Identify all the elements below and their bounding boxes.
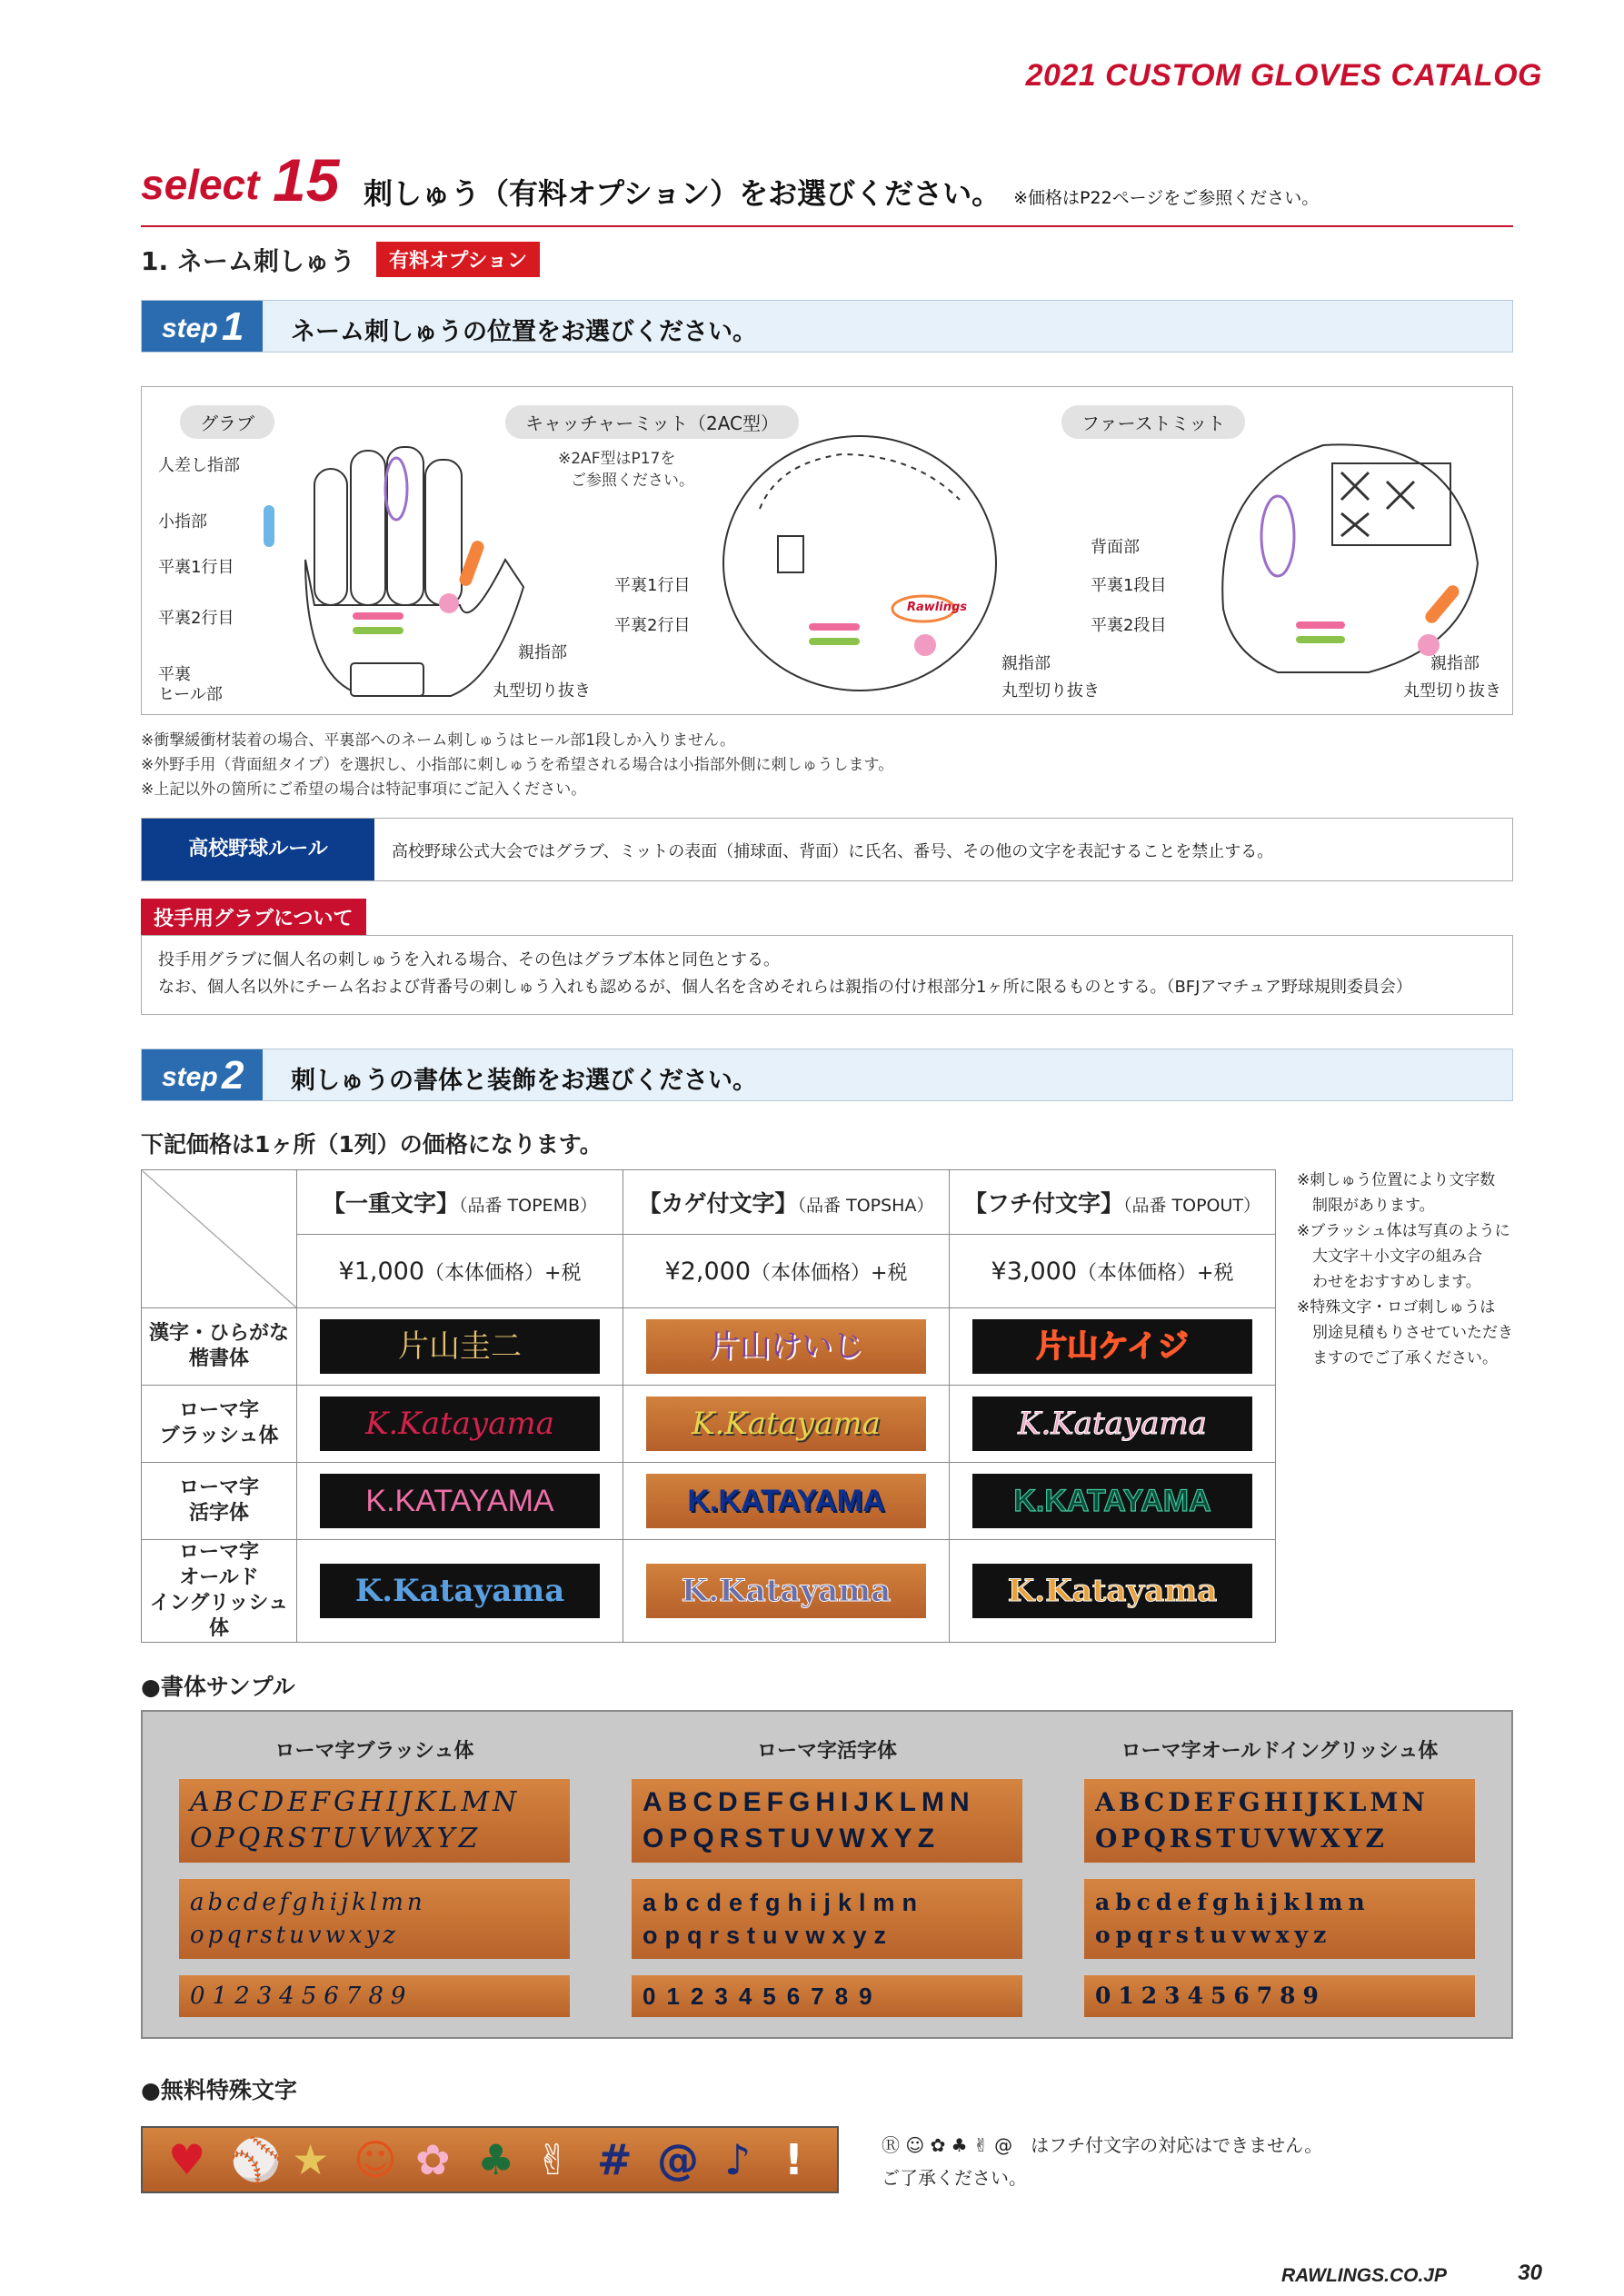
step1-text: ネーム刺しゅうの位置をお選びください。 (291, 318, 757, 346)
col-name: 【カゲ付文字】 (638, 1190, 798, 1217)
sample-line: ABCDEFGHIJKLMN (643, 1787, 975, 1817)
font-sample-box (141, 1710, 1513, 2039)
catcher-palm2-mark (809, 638, 860, 645)
row-label: オールド (179, 1566, 259, 1589)
sample-cell (950, 1463, 1276, 1540)
sample-patch: K.Katayama (646, 1396, 926, 1451)
glove-hole-mark (439, 593, 459, 613)
sample-patch: 片山ケイジ (972, 1319, 1252, 1374)
select-title (364, 171, 1319, 213)
right-note-line: ※ブラッシュ体は写真のように (1297, 1222, 1510, 1240)
glove-part-heel: ヒール部 (158, 685, 223, 704)
glove-part-hole: 丸型切り抜き (493, 681, 591, 701)
catalog-title: 2021 CUSTOM GLOVES CATALOG (1025, 58, 1542, 93)
select-title-text: 刺しゅう（有料オプション）をお選びください。 (364, 176, 1001, 211)
row-label: ブラッシュ体 (159, 1425, 279, 1447)
diagram-note-1: ※衝撃緩衝材装着の場合、平裏部へのネーム刺しゅうはヒール部1段しか入りません。 (141, 731, 736, 750)
col-header-shadow (623, 1170, 950, 1235)
pitcher-line-1: 投手用グラブに個人名の刺しゅうを入れる場合、その色はグラブ本体と同色とする。 (158, 950, 780, 969)
at-icon: @ (657, 2135, 699, 2184)
row-header-old-english (142, 1540, 297, 1643)
font-sample-digits: 0123456789 (179, 1975, 570, 2017)
free-chars-note (882, 2129, 1322, 2194)
smiley-icon: ☺ (354, 2135, 397, 2184)
sample-line: OPQRSTUVWXYZ (643, 1824, 941, 1854)
sample-patch: 片山圭二 (320, 1319, 600, 1374)
row-label: ローマ字 (178, 1541, 259, 1564)
font-sample-digits: 0123456789 (1084, 1975, 1475, 2017)
baseball-icon: ⚾ (230, 2135, 283, 2184)
star-icon: ★ (292, 2135, 330, 2184)
sample-patch: K.KATAYAMA (646, 1474, 926, 1528)
music-note-icon: ♪ (724, 2135, 752, 2184)
sample-line: opqrstuvwxyz (1095, 1922, 1332, 1948)
catcher-part-palm2: 平裏2行目 (614, 616, 691, 635)
font-sample-lower (632, 1879, 1022, 1959)
price-table (141, 1169, 1276, 1643)
first-hole-mark (1418, 634, 1440, 656)
sample-line: ABCDEFGHIJKLMN (1095, 1787, 1430, 1817)
glove-finger (314, 469, 347, 605)
page-number: 30 (1518, 2261, 1542, 2285)
glove-part-palm2: 平裏2行目 (158, 609, 234, 628)
price-tax: （本体価格）+税 (1077, 1261, 1234, 1285)
sample-line: OPQRSTUVWXYZ (190, 1823, 482, 1854)
sample-line: opqrstuvwxyz (643, 1922, 894, 1949)
note-line-1: はフチ付文字の対応はできません。 (1031, 2134, 1323, 2156)
sample-line: abcdefghijklmn (1095, 1889, 1370, 1915)
sample-patch: K.KATAYAMA (972, 1474, 1252, 1528)
price-outline (950, 1235, 1276, 1308)
first-mitt-body (1222, 444, 1478, 672)
sample-patch: K.Katayama (320, 1564, 600, 1618)
col-name: 【一重文字】 (322, 1190, 459, 1217)
glove-palm2-mark (353, 627, 404, 634)
price-tax: （本体価格）+税 (751, 1261, 908, 1285)
glove-label: グラブ (180, 405, 274, 439)
sample-patch: K.Katayama (646, 1564, 926, 1618)
sample-patch: K.KATAYAMA (320, 1474, 600, 1528)
right-note-line: ※特殊文字・ロゴ刺しゅうは (1297, 1298, 1496, 1317)
glove-heel-patch (351, 663, 423, 696)
catcher-palm1-mark (809, 623, 860, 631)
select-note: ※価格はP22ページをご参照ください。 (1013, 188, 1320, 208)
col-name: 【フチ付文字】 (963, 1190, 1123, 1217)
step2-number: 2 (222, 1053, 244, 1098)
sample-patch: K.Katayama (320, 1396, 600, 1451)
catcher-part-thumb: 親指部 (1001, 654, 1051, 673)
step2-bar (141, 1049, 1513, 1101)
price-caption: 下記価格は1ヶ所（1列）の価格になります。 (141, 1131, 603, 1158)
pitcher-glove-tag: 投手用グラブについて (141, 899, 366, 936)
sample-cell (950, 1540, 1276, 1643)
sample-line: abcdefghijklmn (190, 1889, 426, 1916)
sample-patch: K.Katayama (972, 1564, 1252, 1618)
glove-illustration (251, 423, 542, 714)
row-header-kanji (142, 1308, 297, 1386)
right-note-line: 別途見積もりさせていただき (1297, 1324, 1513, 1342)
footer-url[interactable]: RAWLINGS.CO.JP (1280, 2265, 1447, 2286)
glove-part-thumb: 親指部 (518, 643, 567, 662)
price-single (297, 1235, 623, 1308)
price-value: ¥2,000 (664, 1257, 752, 1286)
table-corner (142, 1170, 297, 1308)
divider (141, 225, 1513, 227)
high-school-rule-text: 高校野球公式大会ではグラブ、ミットの表面（捕球面、背面）に氏名、番号、その他の文字を表記することを禁止する。 (392, 842, 1274, 861)
first-palm1-mark (1296, 621, 1345, 629)
row-label: ローマ字 (178, 1399, 259, 1422)
first-part-back: 背面部 (1091, 538, 1140, 557)
right-note-line: 制限があります。 (1297, 1197, 1435, 1215)
font-col-title: ローマ字ブラッシュ体 (274, 1740, 474, 1763)
first-mitt-illustration (1205, 427, 1496, 700)
font-col-title: ローマ字活字体 (756, 1740, 897, 1763)
font-col-title: ローマ字オールドイングリッシュ体 (1121, 1740, 1439, 1763)
step1-number: 1 (222, 304, 244, 349)
glove-palm1-mark (353, 612, 404, 620)
catcher-mitt-body (723, 436, 996, 691)
price-tax: （本体価格）+税 (424, 1261, 582, 1285)
row-header-brush (142, 1386, 297, 1463)
free-chars-bar (141, 2126, 839, 2193)
sample-cell (623, 1308, 950, 1386)
font-col-brush (179, 1712, 570, 2010)
sample-line: OPQRSTUVWXYZ (1095, 1824, 1388, 1854)
glove-part-pinky: 小指部 (158, 512, 207, 532)
high-school-rule-box (141, 818, 1513, 881)
right-note-line: 大文字＋小文字の組み合 (1297, 1247, 1482, 1266)
right-notes (1297, 1168, 1524, 1371)
glove-part-index: 人差し指部 (158, 456, 240, 475)
glove-finger (425, 460, 462, 605)
note-line-2: ご了承ください。 (882, 2167, 1027, 2189)
section-title: 1. ネーム刺しゅう (141, 246, 355, 276)
select-number: 15 (273, 146, 340, 214)
sample-line: abcdefghijklmn (643, 1889, 925, 1916)
pitcher-line-2: なお、個人名以外にチーム名および背番号の刺しゅう入れも認めるが、個人名を含めそれらは親指の付け根部分1ヶ所に限るものとする。（BFJアマチュア野球規則委員会） (158, 978, 1412, 997)
catcher-mitt-illustration (705, 427, 1023, 700)
font-sample-lower (179, 1879, 570, 1959)
first-mitt-label: ファーストミット (1061, 405, 1245, 439)
row-label: ローマ字 (178, 1476, 259, 1499)
font-col-block (632, 1712, 1022, 2010)
clover-icon: ♣ (477, 2135, 515, 2184)
step2-word: step (162, 1062, 218, 1092)
price-value: ¥1,000 (338, 1257, 425, 1286)
diagram-note-3: ※上記以外の箇所にご希望の場合は特記事項にご記入ください。 (141, 780, 587, 799)
first-palm2-mark (1296, 636, 1345, 643)
sample-cell (297, 1308, 623, 1386)
glove-pinky-mark (264, 505, 274, 547)
sample-cell (297, 1463, 623, 1540)
peace-sign-icon: ✌ (535, 2135, 571, 2184)
font-sample-upper (179, 1779, 570, 1863)
row-label: 楷書体 (188, 1347, 249, 1370)
free-chars-caption: ●無料特殊文字 (141, 2077, 297, 2103)
sample-cell (623, 1540, 950, 1643)
right-note-line: ※刺しゅう位置により文字数 (1297, 1171, 1496, 1189)
sample-cell (297, 1386, 623, 1463)
sample-cell (950, 1386, 1276, 1463)
exclamation-icon: ! (784, 2135, 803, 2184)
step1-word: step (162, 313, 218, 343)
first-part-hole: 丸型切り抜き (1403, 681, 1501, 701)
font-sample-upper (632, 1779, 1022, 1863)
catcher-part-hole: 丸型切り抜き (1001, 681, 1100, 701)
font-sample-upper (1084, 1779, 1475, 1863)
heart-icon: ♥ (168, 2135, 206, 2184)
flower-icon: ✿ (415, 2135, 451, 2184)
step2-tag (142, 1049, 263, 1100)
sample-line: ABCDEFGHIJKLMN (190, 1786, 521, 1818)
sample-line: opqrstuvwxyz (190, 1922, 399, 1949)
note-symbols: Ⓡ ☺ ✿ ♣ ✌ @ (882, 2134, 1013, 2156)
catcher-part-palm1: 平裏1行目 (614, 576, 691, 595)
col-header-outline (950, 1170, 1276, 1235)
col-header-single (297, 1170, 623, 1235)
glove-part-palm: 平裏 (158, 665, 191, 684)
price-shadow (623, 1235, 950, 1308)
sample-cell (297, 1540, 623, 1643)
catcher-hole-mark (914, 634, 936, 656)
row-label: 活字体 (188, 1502, 249, 1525)
paid-option-badge: 有料オプション (376, 242, 540, 277)
glove-finger (351, 451, 385, 605)
sample-patch: K.Katayama (972, 1396, 1252, 1451)
embroidery-position-diagram (141, 386, 1513, 715)
step2-text: 刺しゅうの書体と装飾をお選びください。 (291, 1067, 757, 1095)
sample-cell (623, 1463, 950, 1540)
first-part-palm1: 平裏1段目 (1091, 576, 1167, 595)
diagram-note-2: ※外野手用（背面紐タイプ）を選択し、小指部に刺しゅうを希望される場合は小指部外側に刺しゅうします。 (141, 756, 894, 774)
select-word: select (141, 161, 260, 208)
right-note-line: ますのでご了承ください。 (1297, 1349, 1498, 1367)
font-sample-caption: ●書体サンプル (141, 1674, 295, 1700)
step1-bar (141, 300, 1513, 353)
sample-patch: 片山けいじ (646, 1319, 926, 1374)
catcher-brand-text: Rawlings (907, 601, 968, 614)
step1-tag (142, 301, 263, 352)
pitcher-glove-box (141, 935, 1513, 1015)
font-sample-lower (1084, 1879, 1475, 1959)
first-part-palm2: 平裏2段目 (1091, 616, 1167, 635)
sample-cell (950, 1308, 1276, 1386)
font-sample-digits: 0123456789 (632, 1975, 1022, 2017)
catcher-note1: ※2AF型はP17を (558, 450, 676, 468)
row-label: 漢字・ひらがな (148, 1322, 289, 1345)
row-label: イングリッシュ体 (149, 1592, 289, 1640)
col-code: （品番 TOPOUT） (1122, 1196, 1261, 1216)
font-col-old-english (1084, 1712, 1475, 2009)
sample-cell (623, 1386, 950, 1463)
catcher-mitt-window (778, 536, 803, 572)
hash-icon: # (597, 2135, 633, 2184)
row-header-block (142, 1463, 297, 1540)
catcher-note2: ご参照ください。 (571, 472, 694, 490)
col-code: （品番 TOPSHA） (797, 1196, 934, 1216)
high-school-rule-tag: 高校野球ルール (142, 819, 374, 880)
first-part-thumb: 親指部 (1430, 654, 1480, 673)
glove-part-palm1: 平裏1行目 (158, 558, 234, 577)
col-code: （品番 TOPEMB） (459, 1196, 597, 1216)
right-note-line: わせをおすすめします。 (1297, 1273, 1481, 1291)
price-value: ¥3,000 (991, 1257, 1078, 1286)
catcher-label: キャッチャーミット（2AC型） (505, 405, 799, 439)
